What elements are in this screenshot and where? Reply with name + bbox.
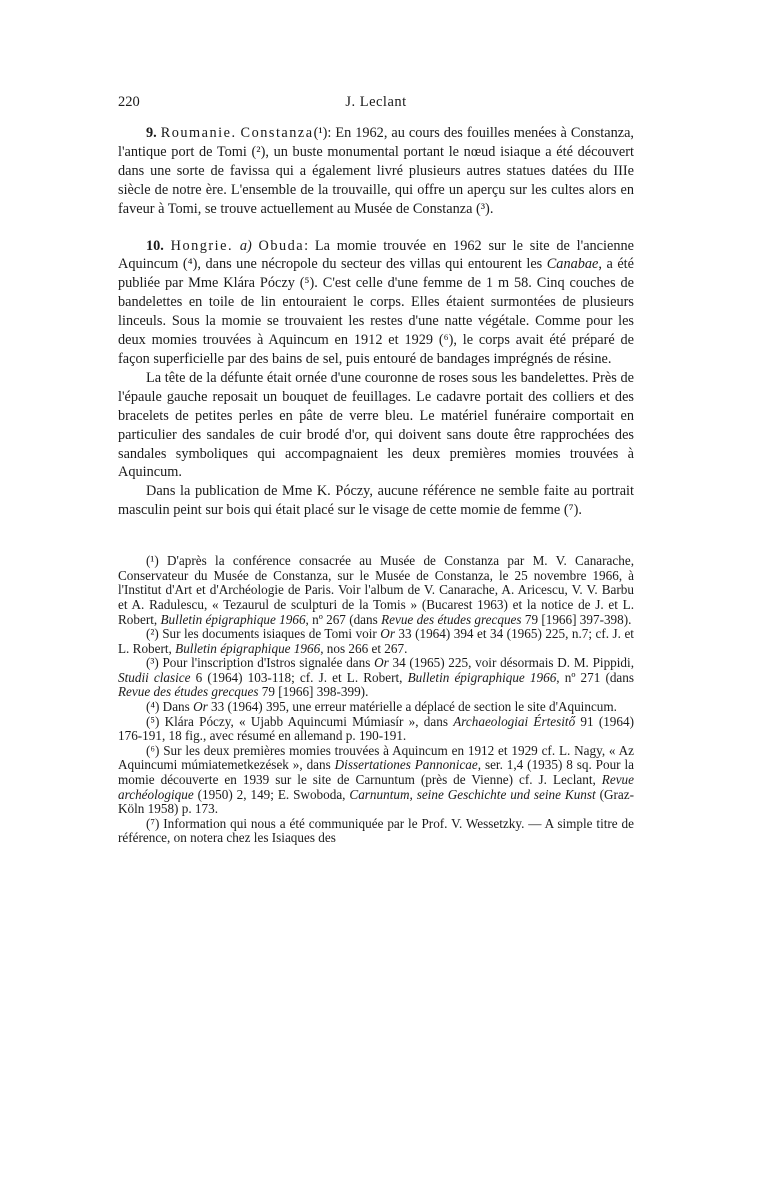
text-run: , nº 267 (dans: [305, 611, 382, 627]
footnote-2: [118, 627, 634, 656]
running-header: [118, 94, 634, 116]
section-10-paragraph-1: [118, 237, 634, 369]
italic-title: Revue archéologique: [118, 772, 634, 802]
italic-title: Bulletin épigraphique 1966: [407, 669, 557, 685]
section-9-paragraph: [118, 124, 634, 219]
footnote-4: [118, 700, 634, 715]
text-run: (⁶) Sur les deux premières momies trouvées à Aquincum en 1912 et 1929 cf. L. Nagy, « Az Aquincumi múmiatemetkezések », dans: [118, 742, 634, 773]
footnote-3: [118, 656, 634, 700]
section-country: Roumanie.: [160, 125, 237, 141]
section-10-paragraph-2: La tête de la défunte était ornée d'une couronne de roses sous les bandelettes. Près de l'épaule gauche reposait un bouquet de feuillages. Le cadavre portait des colliers et des bracelets de petites perles en pâte de verre bleu. Le matériel funéraire comportait en particulier des sandales de cuir brodé d'or, qui doivent sans doute être rapprochées des sandales symboliques qui accompagnaient les deux premières momies trouvées à Aquincum.: [118, 369, 634, 481]
running-head-author: J. Leclant: [345, 94, 407, 110]
footnote-6: [118, 744, 634, 817]
italic-title: Revue des études grecques: [118, 684, 259, 700]
section-9-text: : En 1962, au cours des fouilles menées à Constanza, l'antique port de Tomi (²), un buste monumental portant le nœud isiaque a été découvert dans une sorte de favissa qui a également livré plusieurs autres statues datées du IIIe siècle de notre ère. L'ensemble de la trouvaille, qui offre un aperçu sur les cultes alors en faveur à Tomi, se trouve actuellement au Musée de Constanza (³).: [118, 125, 635, 217]
text-run: 91 (1964) 176-191, 18 fig., avec résumé en allemand p. 190-191.: [118, 713, 634, 744]
text-run: 33 (1964) 394 et 34 (1965) 225, n.7; cf. J. et L. Robert,: [118, 626, 634, 656]
italic-title: Archaeologiai Értesitő: [453, 713, 576, 729]
text-run: , ser. 1,4 (1935) 8 sq. Pour la momie découverte en 1939 sur le site de Carnuntum (près de Vienne) cf. J. Leclant,: [118, 757, 634, 788]
section-10-paragraph-3: Dans la publication de Mme K. Póczy, aucune référence ne semble faite au portrait masculin peint sur bois qui était placé sur le visage de cette momie de femme (⁷).: [118, 483, 634, 519]
subsection-letter: a): [239, 237, 252, 254]
page: [118, 94, 634, 846]
section-number: 10.: [146, 237, 164, 254]
section-9: [118, 124, 634, 219]
italic-title: Studii clasice: [118, 669, 191, 685]
footnote-marker: (¹): [313, 125, 328, 141]
text-run: 79 [1966] 397-398).: [521, 611, 632, 627]
italic-title: Dissertationes Pannonicae: [334, 757, 478, 773]
text-run: , nº 271 (dans: [556, 669, 635, 685]
text-run: (²) Sur les documents isiaques de Tomi voir: [146, 626, 381, 642]
italic-title: Or: [380, 626, 395, 642]
footnotes: [118, 554, 634, 846]
italic-title: Or: [374, 655, 389, 671]
text-run: (⁵) Klára Póczy, « Ujabb Aquincumi Múmiasír », dans: [146, 713, 454, 729]
section-city: Obuda: [258, 237, 305, 254]
text-run: 34 (1965) 225, voir désormais D. M. Pippidi,: [388, 655, 634, 671]
text-run: (1950) 2, 149; E. Swoboda,: [193, 786, 350, 802]
italic-term: Canabae: [546, 256, 599, 273]
text-run: 33 (1964) 395, une erreur matérielle a déplacé de section le site d'Aquincum.: [207, 699, 617, 715]
section-10: [118, 237, 634, 521]
text-run: (³) Pour l'inscription d'Istros signalée dans: [146, 655, 375, 671]
text-run: (¹) D'après la conférence consacrée au Musée de Constanza par M. V. Canarache, Conservateur du Musée de Constanza, sur le Musée de Constanza, le 25 novembre 1966, à l'Institut d'Art et d'Archéologie de Paris. Voir l'album de V. Canarache, A. Aricescu, V. V. Barbu et A. Radulescu, « Tezaurul de sculpturi de la Tomis » (Bucarest 1963) et la notice de J. et L. Robert,: [118, 553, 634, 627]
text-run: 79 [1966] 398-399).: [258, 684, 369, 700]
text-run: , nos 266 et 267.: [320, 640, 408, 656]
footnote-5: [118, 715, 634, 744]
text-run: 6 (1964) 103-118; cf. J. et L. Robert,: [190, 669, 408, 685]
text-run: : La momie trouvée en 1962 sur le site de l'ancienne Aquincum (⁴), dans une nécropole du secteur des villas qui entourent les: [118, 237, 634, 273]
section-country: Hongrie.: [170, 237, 234, 254]
section-number: 9.: [146, 125, 157, 141]
footnote-7: (⁷) Information qui nous a été communiquée par le Prof. V. Wessetzky. — A simple titre de référence, on notera chez les Isiaques des: [118, 815, 634, 846]
text-run: , a été publiée par Mme Klára Póczy (⁵). C'est celle d'une femme de 1 m 58. Cinq couches de bandelettes en toile de lin entouraient le corps. Elles étaient surmontées de plusieurs linceuls. Sous la momie se trouvaient les restes d'une natte végétale. Comme pour les deux momies trouvées à Aquincum en 1912 et 1929 (⁶), le corps avait été préparé de façon superficielle par des bains de sel, puis entouré de bandages imprégnés de résine.: [118, 256, 634, 367]
text-run: (Graz-Köln 1958) p. 173.: [118, 786, 635, 817]
italic-title: Bulletin épigraphique 1966: [160, 611, 306, 627]
italic-title: Bulletin épigraphique 1966: [175, 640, 321, 656]
italic-title: Carnuntum, seine Geschichte und seine Kunst: [349, 786, 596, 802]
italic-title: Or: [193, 699, 208, 715]
text-run: (⁴) Dans: [146, 699, 194, 715]
footnote-1: [118, 554, 634, 627]
section-city: Constanza: [240, 125, 314, 141]
italic-title: Revue des études grecques: [381, 611, 522, 627]
page-number: 220: [118, 94, 140, 110]
